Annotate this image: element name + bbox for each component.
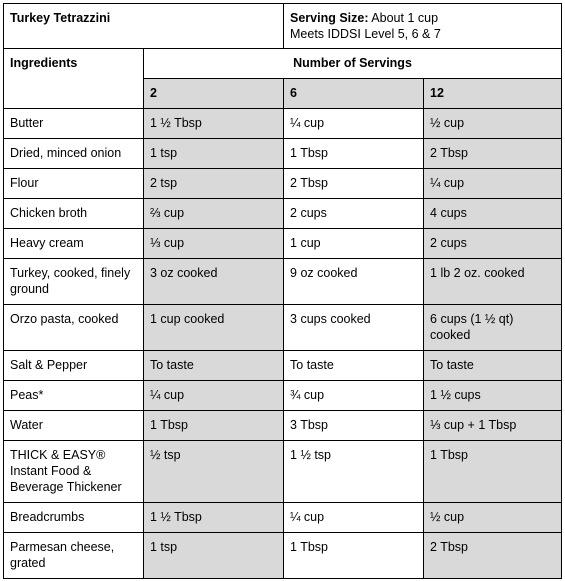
ingredient-name: Peas* [4, 381, 144, 411]
ingredient-name: Butter [4, 109, 144, 139]
table-row [4, 305, 562, 351]
amount-6-servings: 3 cups cooked [284, 305, 424, 351]
ingredient-name: Flour [4, 169, 144, 199]
amount-2-servings: 1 Tbsp [144, 411, 284, 441]
servings-header: Number of Servings [144, 49, 562, 79]
amount-12-servings: 2 cups [424, 229, 562, 259]
serving-size-value: About 1 cup [368, 11, 439, 25]
amount-6-servings: ¼ cup [284, 109, 424, 139]
amount-2-servings: 1 cup cooked [144, 305, 284, 351]
amount-12-servings: 4 cups [424, 199, 562, 229]
amount-2-servings: To taste [144, 351, 284, 381]
servings-2-header: 2 [144, 79, 284, 109]
amount-2-servings: ⅔ cup [144, 199, 284, 229]
amount-6-servings: 3 Tbsp [284, 411, 424, 441]
ingredient-name: Breadcrumbs [4, 503, 144, 533]
ingredient-name: THICK & EASY® Instant Food & Beverage Thickener [4, 441, 144, 503]
title-row [4, 4, 562, 49]
table-row [4, 229, 562, 259]
recipe-table-body [4, 4, 562, 579]
amount-2-servings: 1 ½ Tbsp [144, 109, 284, 139]
table-row [4, 139, 562, 169]
amount-2-servings: 1 tsp [144, 139, 284, 169]
amount-2-servings: 1 ½ Tbsp [144, 503, 284, 533]
amount-12-servings: ⅓ cup + 1 Tbsp [424, 411, 562, 441]
ingredient-name: Heavy cream [4, 229, 144, 259]
table-row [4, 381, 562, 411]
ingredient-name: Water [4, 411, 144, 441]
ingredient-name: Orzo pasta, cooked [4, 305, 144, 351]
servings-12-header: 12 [424, 79, 562, 109]
table-row [4, 199, 562, 229]
amount-12-servings: 1 Tbsp [424, 441, 562, 503]
table-row [4, 109, 562, 139]
table-row [4, 411, 562, 441]
amount-6-servings: ¼ cup [284, 503, 424, 533]
ingredient-name: Turkey, cooked, finely ground [4, 259, 144, 305]
table-row [4, 259, 562, 305]
amount-12-servings: ½ cup [424, 109, 562, 139]
amount-2-servings: ½ tsp [144, 441, 284, 503]
ingredients-header: Ingredients [4, 49, 144, 109]
amount-12-servings: ½ cup [424, 503, 562, 533]
amount-12-servings: To taste [424, 351, 562, 381]
amount-2-servings: 3 oz cooked [144, 259, 284, 305]
amount-2-servings: ⅓ cup [144, 229, 284, 259]
recipe-table [3, 3, 562, 579]
amount-6-servings: ¾ cup [284, 381, 424, 411]
ingredient-name: Chicken broth [4, 199, 144, 229]
amount-6-servings: To taste [284, 351, 424, 381]
amount-12-servings: 2 Tbsp [424, 533, 562, 579]
ingredient-name: Salt & Pepper [4, 351, 144, 381]
amount-2-servings: ¼ cup [144, 381, 284, 411]
amount-12-servings: 1 lb 2 oz. cooked [424, 259, 562, 305]
recipe-title: Turkey Tetrazzini [4, 4, 284, 49]
table-row [4, 503, 562, 533]
ingredient-name: Parmesan cheese, grated [4, 533, 144, 579]
amount-6-servings: 2 cups [284, 199, 424, 229]
servings-6-header: 6 [284, 79, 424, 109]
amount-12-servings: ¼ cup [424, 169, 562, 199]
iddsi-note: Meets IDDSI Level 5, 6 & 7 [290, 27, 441, 41]
ingredient-name: Dried, minced onion [4, 139, 144, 169]
amount-6-servings: 1 Tbsp [284, 139, 424, 169]
amount-12-servings: 2 Tbsp [424, 139, 562, 169]
amount-12-servings: 1 ½ cups [424, 381, 562, 411]
amount-6-servings: 2 Tbsp [284, 169, 424, 199]
serving-size-label: Serving Size: [290, 11, 369, 25]
serving-info [284, 4, 562, 49]
amount-6-servings: 9 oz cooked [284, 259, 424, 305]
amount-2-servings: 2 tsp [144, 169, 284, 199]
amount-6-servings: 1 Tbsp [284, 533, 424, 579]
table-row [4, 169, 562, 199]
amount-6-servings: 1 ½ tsp [284, 441, 424, 503]
table-row [4, 351, 562, 381]
header-row [4, 49, 562, 79]
amount-2-servings: 1 tsp [144, 533, 284, 579]
table-row [4, 533, 562, 579]
amount-12-servings: 6 cups (1 ½ qt) cooked [424, 305, 562, 351]
table-row [4, 441, 562, 503]
amount-6-servings: 1 cup [284, 229, 424, 259]
